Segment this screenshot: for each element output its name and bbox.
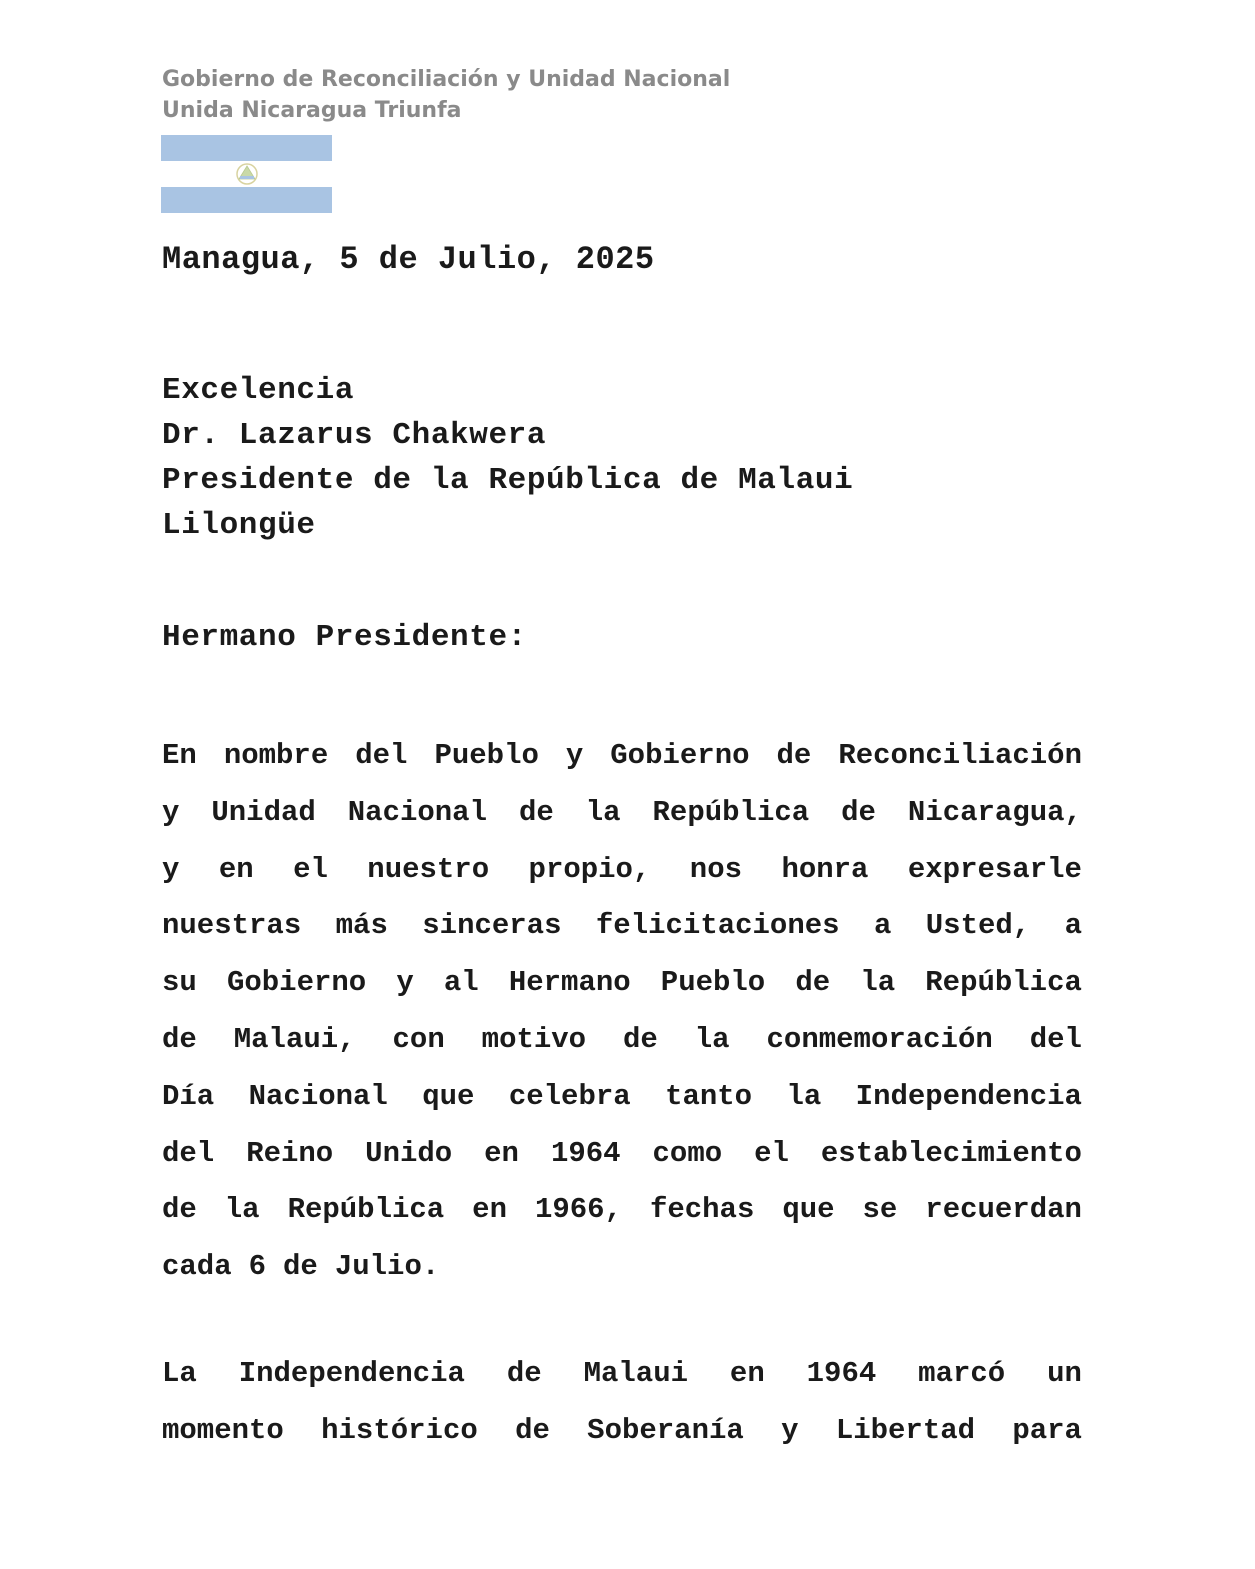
paragraph-line: del Reino Unido en 1964 como el establecimiento [162, 1136, 1082, 1170]
paragraph-line: momento histórico de Soberanía y Libertad para [162, 1413, 1082, 1447]
body-paragraph-1 [162, 728, 1082, 1296]
addressee-title: Presidente de la República de Malaui [162, 463, 854, 498]
letterhead [162, 64, 730, 126]
paragraph-line: Día Nacional que celebra tanto la Independencia [162, 1079, 1082, 1113]
body-paragraph-2 [162, 1346, 1082, 1460]
addressee-name: Dr. Lazarus Chakwera [162, 418, 547, 453]
addressee-honorific: Excelencia [162, 373, 355, 408]
letter-date: Managua, 5 de Julio, 2025 [162, 241, 655, 278]
paragraph-line: En nombre del Pueblo y Gobierno de Reconciliación [162, 739, 1082, 772]
addressee-block [162, 368, 853, 548]
letterhead-slogan: Unida Nicaragua Triunfa [162, 98, 462, 123]
nicaragua-flag-icon [161, 135, 332, 213]
paragraph-line: y en el nuestro propio, nos honra expresarle [162, 852, 1082, 886]
paragraph-line: de Malaui, con motivo de la conmemoración del [162, 1022, 1082, 1056]
letterhead-government-name: Gobierno de Reconciliación y Unidad Nacional [162, 67, 731, 92]
addressee-city: Lilongüe [162, 508, 316, 543]
paragraph-line: de la República en 1966, fechas que se recuerdan [162, 1193, 1082, 1227]
paragraph-line: su Gobierno y al Hermano Pueblo de la República [162, 966, 1082, 1000]
paragraph-line: nuestras más sinceras felicitaciones a Usted, a [162, 909, 1082, 943]
paragraph-line: y Unidad Nacional de la República de Nicaragua, [162, 795, 1082, 829]
paragraph-line: La Independencia de Malaui en 1964 marcó un [162, 1357, 1082, 1390]
salutation: Hermano Presidente: [162, 620, 527, 655]
paragraph-line: cada 6 de Julio. [162, 1250, 440, 1284]
